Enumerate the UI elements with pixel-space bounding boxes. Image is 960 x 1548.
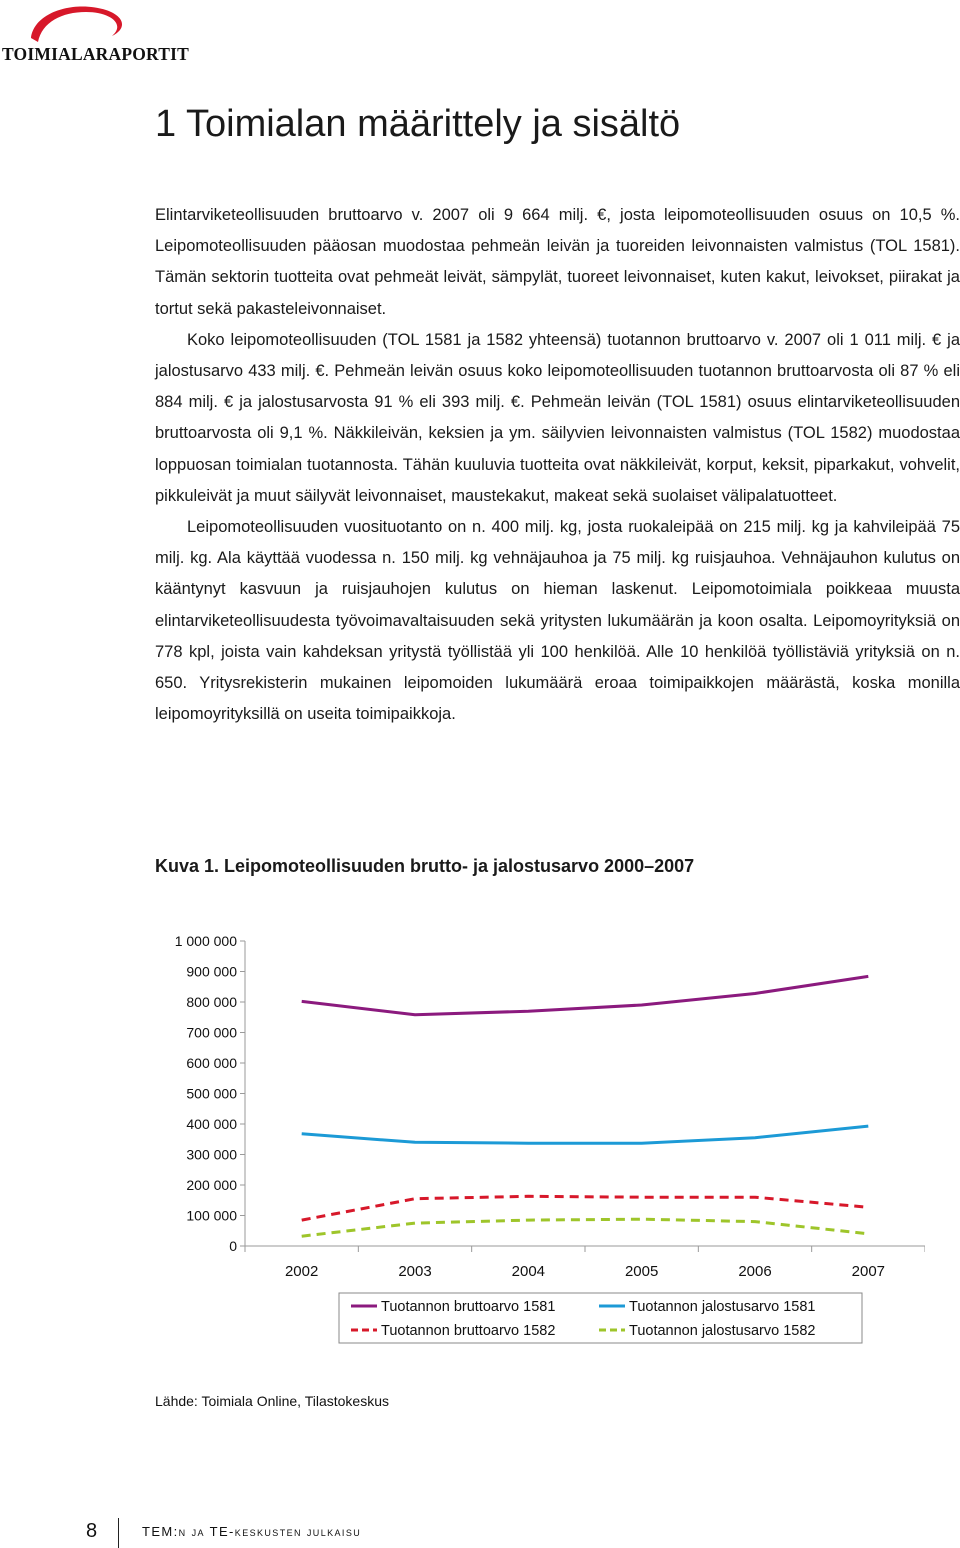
y-tick-label: 700 000 <box>186 1025 237 1041</box>
y-tick-label: 300 000 <box>186 1147 237 1163</box>
logo-text: TOIMIALARAPORTIT <box>2 44 189 65</box>
legend-label: Tuotannon bruttoarvo 1581 <box>381 1299 555 1315</box>
body-text <box>155 200 960 730</box>
y-tick-label: 200 000 <box>186 1177 237 1193</box>
source-note: Lähde: Toimiala Online, Tilastokeskus <box>155 1393 389 1409</box>
series-line-2 <box>302 1126 869 1143</box>
y-tick-label: 0 <box>229 1238 237 1254</box>
page-title: 1 Toimialan määrittely ja sisältö <box>155 103 680 146</box>
y-tick-label: 1 000 000 <box>175 933 237 949</box>
y-tick-label: 800 000 <box>186 994 237 1010</box>
body-paragraph: Leipomoteollisuuden vuosituotanto on n. 400 milj. kg, josta ruokaleipää on 215 milj. kg ja kahvileipää 75 milj. kg. Ala käyttää vuodessa n. 150 milj. kg vehnäjauhoa ja 75 milj. kg ruisjauhoa. Vehnäjauhon kulutus on kääntynyt kasvuun ja ruisjauhojen kulutus on hieman laskenut. Leipomotoimiala poikkeaa muusta elintarviketeollisuudesta työvoimavaltaisuuden sekä yritysten lukumäärän ja koon osalta. Leipomoyrityksiä on 778 kpl, joista vain kahdeksan yritystä työllistää yli 100 henkilöä. Alle 10 henkilöä työllistäviä yrityksiä on n. 650. Yritysrekisterin mukainen leipomoiden lukumäärä eroaa toimipaikkojen määrästä, koska monilla leipomoyrityksillä on useita toimipaikkoja. <box>155 512 960 730</box>
logo <box>0 0 185 70</box>
chart-legend <box>339 1293 862 1343</box>
x-tick-label: 2006 <box>738 1263 771 1280</box>
chart-series <box>302 976 869 1236</box>
series-line-4 <box>302 1219 869 1236</box>
x-tick-label: 2007 <box>852 1263 885 1280</box>
y-tick-label: 600 000 <box>186 1055 237 1071</box>
footer-publisher: TEM:n ja TE-keskusten julkaisu <box>142 1524 361 1539</box>
body-paragraph: Elintarviketeollisuuden bruttoarvo v. 2007 oli 9 664 milj. €, josta leipomoteollisuuden osuus on 10,5 %. Leipomoteollisuuden pääosan muodostaa pehmeän leivän ja tuoreiden leivonnaisten valmistus (TOL 1581). Tämän sektorin tuotteita ovat pehmeät leivät, sämpylät, tuoreet leivonnaiset, kuten kakut, leivokset, piirakat ja tortut sekä pakasteleivonnaiset. <box>155 200 960 325</box>
series-line-3 <box>302 1196 869 1220</box>
x-tick-label: 2002 <box>285 1263 318 1280</box>
chart-axes <box>245 941 925 1246</box>
page-number: 8 <box>86 1520 97 1543</box>
y-tick-label: 900 000 <box>186 964 237 980</box>
series-line-1 <box>302 976 869 1014</box>
line-chart <box>145 925 925 1355</box>
logo-swoosh-icon <box>28 2 148 48</box>
figure-caption: Kuva 1. Leipomoteollisuuden brutto- ja jalostusarvo 2000–2007 <box>155 856 694 877</box>
footer-divider <box>118 1518 119 1548</box>
x-tick-label: 2004 <box>512 1263 545 1280</box>
legend-label: Tuotannon jalostusarvo 1581 <box>629 1299 815 1315</box>
legend-label: Tuotannon bruttoarvo 1582 <box>381 1323 555 1339</box>
x-tick-label: 2005 <box>625 1263 658 1280</box>
legend-label: Tuotannon jalostusarvo 1582 <box>629 1323 815 1339</box>
body-paragraph: Koko leipomoteollisuuden (TOL 1581 ja 1582 yhteensä) tuotannon bruttoarvo v. 2007 oli 1 011 milj. € ja jalostusarvo 433 milj. €. Pehmeän leivän osuus koko leipomoteollisuuden tuotannon bruttoarvosta oli 87 % eli 884 milj. € ja jalostusarvosta 91 % eli 393 milj. €. Pehmeän leivän (TOL 1581) osuus elintarviketeollisuuden bruttoarvosta oli 9,1 %. Näkkileivän, keksien ja ym. säilyvien leivonnaisten valmistus (TOL 1582) muodostaa loppuosan toimialan tuotannosta. Tähän kuuluvia tuotteita ovat näkkileivät, korput, keksit, piparkakut, vohvelit, pikkuleivät ja muut säilyvät leivonnaiset, maustekakut, makeat sekä suolaiset välipalatuotteet. <box>155 325 960 512</box>
y-tick-label: 100 000 <box>186 1208 237 1224</box>
y-tick-label: 500 000 <box>186 1086 237 1102</box>
x-tick-label: 2003 <box>398 1263 431 1280</box>
y-tick-label: 400 000 <box>186 1116 237 1132</box>
